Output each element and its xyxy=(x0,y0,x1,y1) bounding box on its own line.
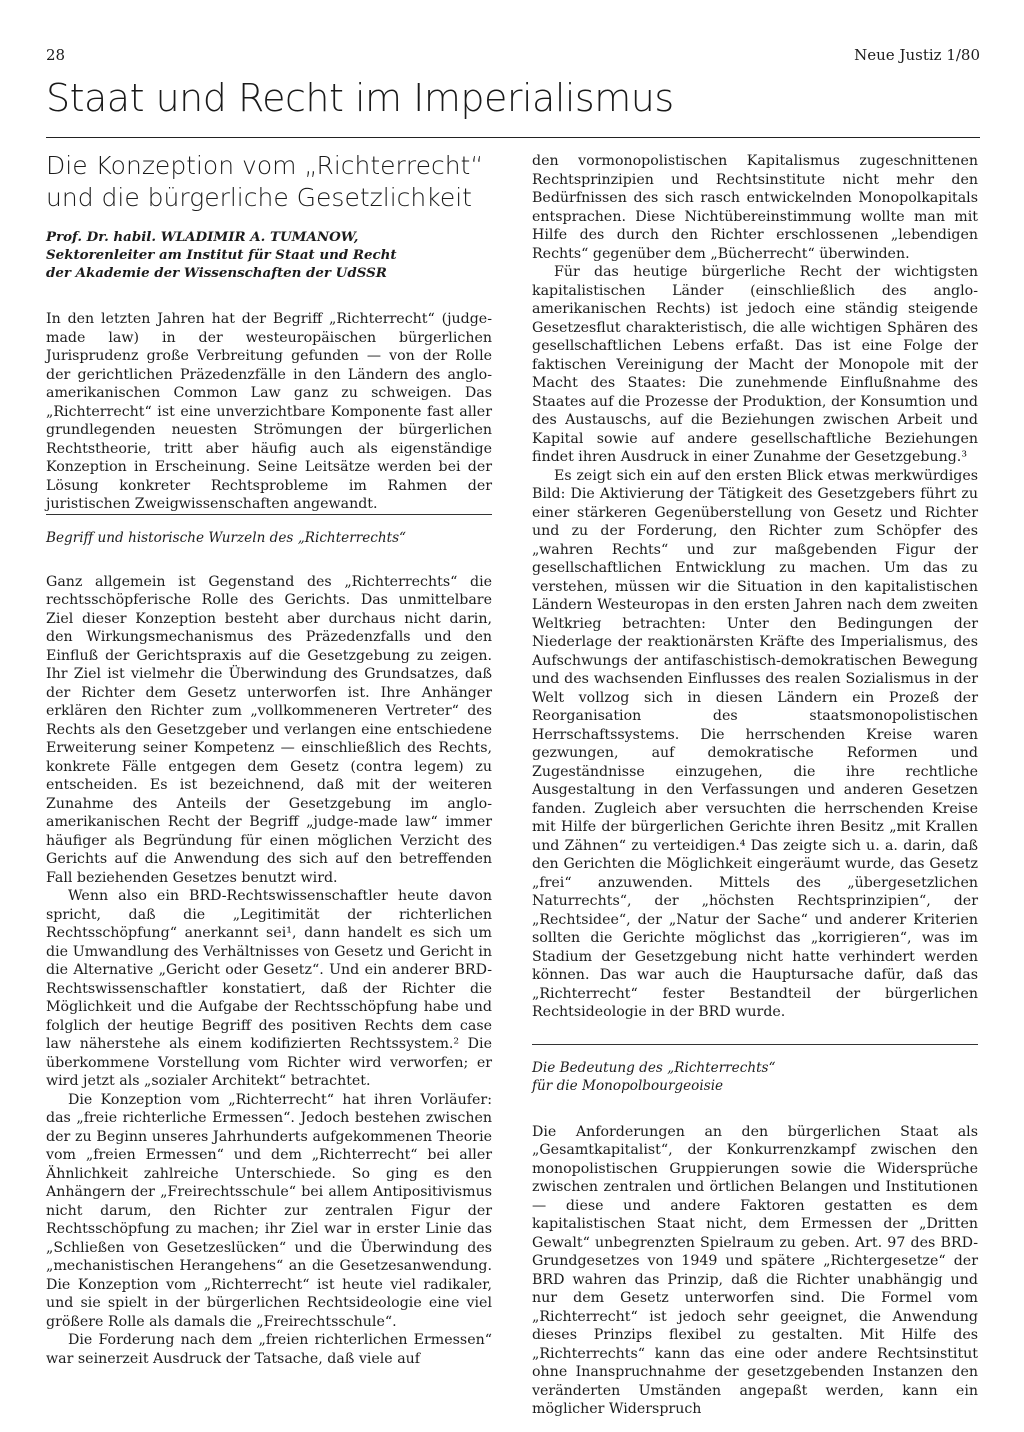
article-title-line-2: und die bürgerliche Gesetzlichkeit xyxy=(46,183,472,212)
body-paragraph: Die Forderung nach dem „freien richterlichen Ermessen“ war seinerzeit Ausdruck der Tatsache, daß viele auf xyxy=(46,1332,492,1367)
body-paragraph: Für das heutige bürgerliche Recht der wichtigsten kapitalistischen Länder (einschließlich des anglo-amerikanischen Rechts) ist jedoch eine ständig steigende Gesetzesflut charakteristisch, die alle wichtigen Sphären des gesellschaftlichen Lebens erfaßt. Das ist eine Folge der faktischen Vereinigung der Macht der Monopole mit der Macht des Staates: Die zunehmende Einflußnahme des Staates auf die Prozesse der Produktion, der Konsumtion und des Austauschs, auf die Beziehungen zwischen Arbeit und Kapital sowie auf andere gesellschaftliche Beziehungen findet ihren Ausdruck in einer Zunahme der Gesetzgebung.³ xyxy=(532,264,978,465)
author-name: Prof. Dr. habil. WLADIMIR A. TUMANOW, xyxy=(46,229,359,245)
header-rule xyxy=(46,137,980,138)
body-paragraph: Es zeigt sich ein auf den ersten Blick etwas merkwürdiges Bild: Die Aktivierung der Tätigkeit des Gesetzgebers führt zu einer stärkeren Gegenüberstellung von Gesetz und Richter und zu der Forderung, den Richter zum Schöpfer des „wahren Rechts“ und zur maßgebenden Figur der gesellschaftlichen Entwicklung zu machen. Um das zu verstehen, müssen wir die Situation in den kapitalistischen Ländern Westeuropas in den ersten Jahren nach dem zweiten Weltkrieg betrachten: Unter den Bedingungen der Niederlage der reaktionärsten Kräfte des Imperialismus, des Aufschwungs der antifaschistisch-demokratischen Bewegung und des wachsenden Einflusses des realen Sozialismus in der Welt vollzog sich in diesen Ländern ein Prozeß der Reorganisation des staatsmonopolistischen Herrschaftssystems. Die herrschenden Kreise waren gezwungen, auf demokratische Reformen und Zugeständnisse einzugehen, die ihre rechtliche Ausgestaltung in den Verfassungen und anderen Gesetzen fanden. Zugleich aber versuchten die herrschenden Kreise mit Hilfe der bürgerlichen Gerichte ihren Besitz „mit Krallen und Zähnen“ zu verteidigen.⁴ Das zeigte sich u. a. darin, daß den Gerichten die Möglichkeit eingeräumt wurde, das Gesetz „frei“ anzuwenden. Mittels des „übergesetzlichen Naturrechts“, der „höchsten Rechtsprinzipien“, der „Rechtsidee“, der „Natur der Sache“ und anderer Kriterien sollten die Gerichte möglichst das „korrigieren“, was im Stadium der Gesetzgebung nicht hatte verhindert werden können. Das war auch die Hauptursache dafür, daß das „Richterrecht“ fester Bestandteil der bürgerlichen Rechtsideologie in der BRD wurde. xyxy=(532,467,978,1020)
journal-issue: Neue Justiz 1/80 xyxy=(854,46,980,64)
author-affiliation-1: Sektorenleiter am Institut für Staat und Recht xyxy=(46,247,397,263)
subheading-significance xyxy=(532,1059,978,1095)
body-paragraph: Die Konzeption vom „Richterrecht“ hat ihren Vorläufer: das „freie richterliche Ermessen“. Jedoch bestehen zwischen der zu Beginn unseres Jahrhunderts aufgekommenen Theorie vom „freien Ermessen“ und dem „Richterrecht“ bei aller Ähnlichkeit zahlreiche Unterschiede. So ging es den Anhängern der „Freirechtsschule“ bei allem Antipositivismus nicht darum, den Richter zur zentralen Figur der Rechtsschöpfung zu machen; ihr Ziel war in erster Linie das „Schließen von Gesetzeslücken“ und die Überwindung des „mechanistischen Herangehens“ an die Gesetzesanwendung. Die Konzeption vom „Richterrecht“ ist heute viel radikaler, und sie spielt in der bürgerlichen Rechtsideologie eine viel größere Rolle als damals die „Freirechtsschule“. xyxy=(46,1091,492,1330)
author-affiliation-2: der Akademie der Wissenschaften der UdSSR xyxy=(46,265,387,281)
section-title: Staat und Recht im Imperialismus xyxy=(46,76,674,120)
right-column xyxy=(532,152,978,1419)
subheading-line-2: für die Monopolbourgeoisie xyxy=(532,1077,724,1094)
article-title xyxy=(46,150,492,214)
subheading-concept: Begriff und historische Wurzeln des „Richterrechts“ xyxy=(46,529,406,546)
body-paragraph: Wenn also ein BRD-Rechtswissenschaftler heute davon spricht, daß die „Legitimität der richterlichen Rechtsschöpfung“ anerkannt sei¹, dann handelt es sich um die Umwandlung des Verhältnisses von Gesetz und Gericht in die Alternative „Gericht oder Gesetz“. Und ein anderer BRD-Rechtswissenschaftler konstatiert, daß der Richter die Möglichkeit und die Aufgabe der Rechtsschöpfung habe und folglich der heutige Begriff des positiven Rechts dem case law näherstehe als einem kodifizierten Rechtssystem.² Die überkommene Vorstellung vom Richter wird verworfen; er wird jetzt als „sozialer Architekt“ betrachtet. xyxy=(46,888,492,1089)
subheading-line-1: Die Bedeutung des „Richterrechts“ xyxy=(532,1059,776,1076)
section-divider xyxy=(532,1044,978,1045)
body-paragraph: Ganz allgemein ist Gegenstand des „Richterrechts“ die rechtsschöpferische Rolle des Gerichts. Das unmittelbare Ziel dieser Konzeption besteht aber durchaus nicht darin, den Wirkungsmechanismus des Präzedenzfalls und den Einfluß der Gerichtspraxis auf die Gesetzgebung zu zeigen. Ihr Ziel ist vielmehr die Überwindung des Grundsatzes, daß der Richter dem Gesetz unterworfen ist. Ihre Anhänger erklären den Richter zum „vollkommeneren Vertreter“ des Rechts als den Gesetzgeber und verlangen eine entschiedene Erweiterung seiner Kompetenz — einschließlich des Rechts, konkrete Fälle entgegen dem Gesetz (contra legem) zu entscheiden. Es ist bezeichnend, daß mit der weiteren Zunahme des Anteils der Gesetzgebung im anglo-amerikanischen Recht der Begriff „judge-made law“ immer häufiger als Begründung für einen möglichen Verzicht des Gerichts auf die Anwendung des sich auf den betreffenden Fall beziehenden Gesetzes benutzt wird. xyxy=(46,573,492,886)
author-block xyxy=(46,228,492,282)
left-column xyxy=(46,150,492,1368)
lead-paragraph: In den letzten Jahren hat der Begriff „Richterrecht“ (judge-made law) in der westeuropäischen bürgerlichen Jurisprudenz große Verbreitung gefunden — von der Rolle der gerichtlichen Präzedenzfälle in den Ländern des anglo-amerikanischen Common Law ganz zu schweigen. Das „Richterrecht“ ist eine unverzichtbare Komponente fast aller grundlegenden neuesten Strömungen der bürgerlichen Rechtstheorie, tritt aber häufig auch als eigenständige Konzeption in Erscheinung. Seine Leitsätze werden bei der Lösung konkreter Rechtsprobleme im Rahmen der juristischen Zweigwissenschaften angewandt. xyxy=(46,311,492,512)
body-paragraph: den vormonopolistischen Kapitalismus zugeschnittenen Rechtsprinzipien und Rechtsinstitute nicht mehr den Bedürfnissen des sich rasch entwickelnden Monopolkapitals entsprachen. Diese Nichtübereinstimmung wollte man mit Hilfe des durch den Richter erschlossenen „lebendigen Rechts“ gegenüber dem „Bücherrecht“ überwinden. xyxy=(532,153,978,262)
article-title-line-1: Die Konzeption vom „Richterrecht“ xyxy=(46,151,484,180)
body-paragraph: Die Anforderungen an den bürgerlichen Staat als „Gesamtkapitalist“, der Konkurrenzkampf zwischen den monopolistischen Gruppierungen sowie die Widersprüche zwischen zentralen und örtlichen Belangen und Institutionen — diese und andere Faktoren gestatten es dem kapitalistischen Staat nicht, dem Ermessen der „Dritten Gewalt“ unbegrenzten Spielraum zu geben. Art. 97 des BRD-Grundgesetzes von 1949 und spätere „Richtergesetze“ der BRD wahren das Prinzip, daß die Richter unabhängig und nur dem Gesetz unterworfen sind. Die Formel vom „Richterrecht“ ist jedoch sehr geeignet, die Anwendung dieses Prinzips flexibel zu gestalten. Mit Hilfe des „Richterrechts“ kann das eine oder andere Rechtsinstitut ohne Inanspruchnahme der gesetzgebenden Instanzen den veränderten Umständen angepaßt werden, kann ein möglicher Widerspruch xyxy=(532,1123,978,1417)
lead-divider xyxy=(46,514,492,515)
page-number: 28 xyxy=(46,46,66,64)
